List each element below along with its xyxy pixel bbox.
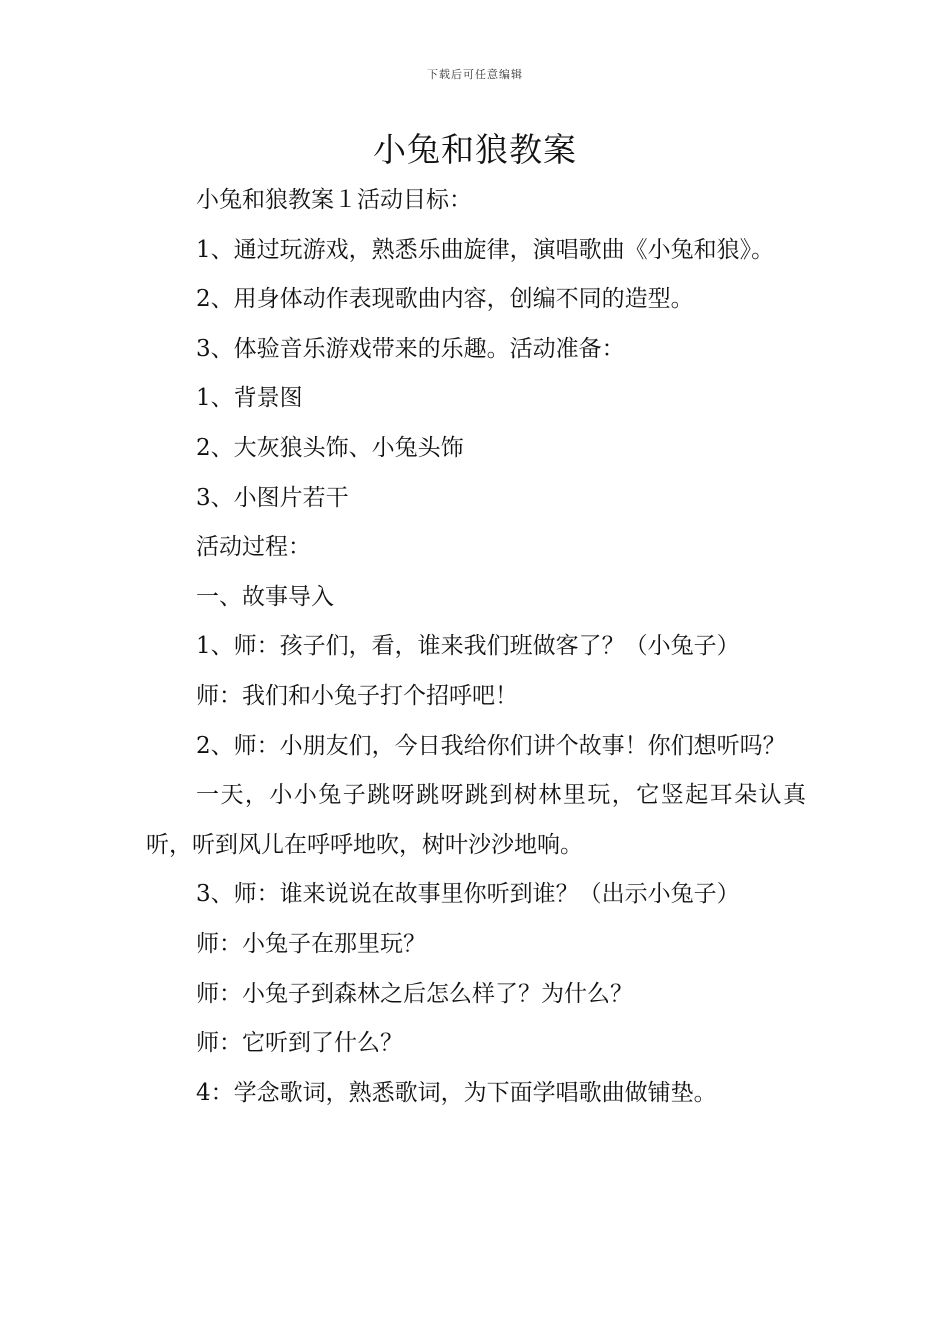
- paragraph-step-3: 3、师：谁来说说在故事里你听到谁？（出示小兔子）: [196, 881, 740, 908]
- paragraph-question-2: 师：小兔子到森林之后怎么样了？为什么？: [196, 980, 633, 1007]
- paragraph-question-3: 师：它听到了什么？: [196, 1030, 403, 1057]
- paragraph-prep-3: 3、小图片若干: [196, 484, 349, 511]
- paragraph-question-1: 师：小兔子在那里玩？: [196, 930, 426, 957]
- paragraph-step-2: 2、师：小朋友们，今日我给你们讲个故事！你们想听吗？: [196, 732, 786, 759]
- document-body: [146, 176, 806, 1118]
- paragraph-prep-2: 2、大灰狼头饰、小兔头饰: [196, 434, 464, 461]
- paragraph-objective-1: 1、通过玩游戏，熟悉乐曲旋律，演唱歌曲《小兔和狼》。: [196, 236, 775, 263]
- document-title: 小兔和狼教案: [373, 130, 577, 169]
- paragraph-step-1-greeting: 师：我们和小兔子打个招呼吧！: [196, 682, 518, 709]
- paragraph-section-1-heading: 一、故事导入: [196, 583, 334, 610]
- paragraph-prep-1: 1、背景图: [196, 385, 303, 412]
- paragraph-step-1: 1、师：孩子们，看，谁来我们班做客了？（小兔子）: [196, 633, 740, 660]
- paragraph-story: 一天，小小兔子跳呀跳呀跳到树林里玩，它竖起耳朵认真听，听到风儿在呼呼地吹，树叶沙沙地响。: [146, 782, 806, 858]
- paragraph-step-4: 4：学念歌词，熟悉歌词，为下面学唱歌曲做铺垫。: [196, 1079, 717, 1106]
- paragraph-process-heading: 活动过程：: [196, 534, 311, 561]
- page-header-note: 下载后可任意编辑: [427, 68, 523, 81]
- paragraph-objective-2: 2、用身体动作表现歌曲内容，创编不同的造型。: [196, 286, 694, 313]
- paragraph-objectives-heading: 小兔和狼教案１活动目标：: [196, 187, 472, 213]
- paragraph-objective-3: 3、体验音乐游戏带来的乐趣。活动准备：: [196, 335, 625, 362]
